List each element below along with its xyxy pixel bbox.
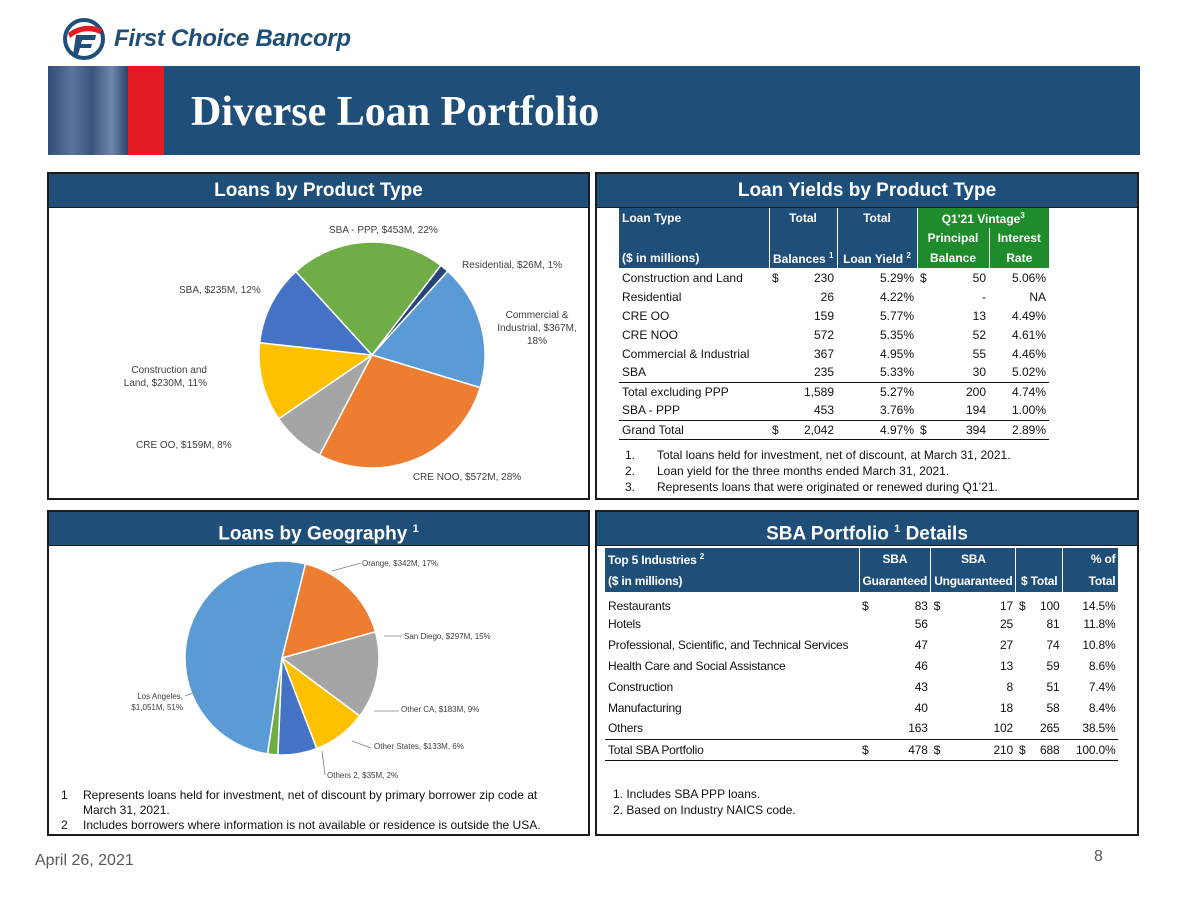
sba-title-text: SBA Portfolio — [766, 523, 889, 545]
hdr-total-2: Total — [837, 208, 917, 228]
sba-hdr-pct-2: Total — [1062, 570, 1118, 592]
sba-cell-guaranteed: 47 — [914, 637, 928, 652]
yields-note-text: Loan yield for the three months ended March 31, 2021. — [657, 464, 950, 478]
sba-cell-industry: Construction — [608, 679, 673, 694]
yields-cell-balance: 453 — [813, 403, 834, 418]
sba-cell-guaranteed: 56 — [914, 616, 928, 631]
yields-cell-currency — [769, 325, 785, 344]
geography-title-text: Loans by Geography — [218, 523, 408, 545]
sba-cell-currency: $ — [862, 598, 869, 613]
sba-cell-unguaranteed: 18 — [1000, 700, 1013, 715]
sba-cell-currency — [1016, 655, 1028, 676]
page-title: Diverse Loan Portfolio — [191, 89, 600, 135]
sba-cell-total: 81 — [1046, 616, 1060, 631]
yields-cell-balance: 230 — [813, 270, 834, 285]
sba-row — [605, 634, 1118, 655]
geo-note-1 — [61, 788, 541, 803]
sba-cell-currency — [931, 613, 945, 634]
yields-note — [625, 479, 1011, 495]
yields-cell-currency: $ — [772, 270, 779, 285]
yields-note-text: Represents loans that were originated or renewed during Q1’21. — [657, 480, 998, 494]
yields-cell-rate: 2.89% — [989, 420, 1049, 439]
yields-cell-type: Residential — [622, 289, 682, 304]
sba-title-sup: 1 — [894, 523, 901, 535]
yields-cell-type: Commercial & Industrial — [622, 346, 750, 361]
sba-cell-industry: Others — [608, 721, 643, 736]
hdr-balances-text: Balances — [773, 251, 826, 266]
yields-cell-currency — [769, 344, 785, 363]
yields-cell-currency — [769, 382, 785, 401]
hdr-blank-2 — [769, 228, 837, 248]
sba-cell-percent: 7.4% — [1088, 679, 1116, 694]
yields-row — [619, 420, 1049, 439]
sba-cell-currency — [931, 718, 945, 739]
pie-label-text: Los Angeles, — [137, 692, 183, 701]
yields-cell-currency — [769, 363, 785, 382]
hdr-blank-3 — [837, 228, 917, 248]
pie-label-text: SBA, $235M, 12% — [179, 285, 261, 296]
sba-hdr-unguaranteed: Unguaranteed — [931, 570, 1016, 592]
yields-row — [619, 401, 1049, 420]
product-type-panel — [47, 172, 590, 500]
yields-row — [619, 344, 1049, 363]
hdr-vintage — [917, 208, 1049, 228]
yields-cell-type: Grand Total — [619, 420, 769, 439]
yields-cell-principal: 55 — [972, 346, 986, 361]
sba-hdr-sba-2: SBA — [931, 548, 1016, 570]
sba-hdr-guaranteed: Guaranteed — [859, 570, 931, 592]
first-choice-logo-icon — [62, 17, 108, 61]
sba-cell-percent: 38.5% — [1082, 721, 1116, 736]
yields-cell-balance: 367 — [813, 346, 834, 361]
yields-note — [625, 447, 1011, 463]
yields-row — [619, 287, 1049, 306]
sba-cell-guaranteed: 43 — [914, 679, 928, 694]
yields-note-text: Total loans held for investment, net of discount, at March 31, 2021. — [657, 448, 1011, 462]
yields-cell-rate: 4.74% — [989, 382, 1049, 401]
sba-cell-currency: $ — [1018, 598, 1026, 613]
sba-cell-currency: $ — [1016, 739, 1028, 760]
sba-cell-industry: Restaurants — [608, 598, 671, 613]
yields-cell-rate: 1.00% — [1011, 403, 1046, 418]
geo-note-2-num: 2 — [61, 818, 68, 832]
sba-row — [605, 613, 1118, 634]
sba-hdr-sba-1: SBA — [859, 548, 931, 570]
yields-cell-principal: 30 — [972, 365, 986, 380]
sba-cell-currency — [931, 697, 945, 718]
sba-notes — [613, 786, 796, 818]
yields-cell-yield: 5.35% — [879, 327, 914, 342]
sba-cell-currency — [1016, 634, 1028, 655]
yields-cell-type: CRE OO — [622, 308, 670, 323]
yields-cell-yield: 4.95% — [879, 346, 914, 361]
sba-cell-currency — [859, 718, 873, 739]
yields-cell-principal: 200 — [931, 382, 989, 401]
sba-cell-industry: Manufacturing — [608, 700, 682, 715]
yields-cell-principal-currency — [917, 401, 931, 420]
yields-cell-principal: 394 — [931, 420, 989, 439]
sba-cell-guaranteed: 46 — [914, 658, 928, 673]
pie-label-text: $1,051M, 51% — [131, 703, 183, 712]
hdr-principal: Principal — [917, 228, 989, 248]
yields-cell-balance: 159 — [813, 308, 834, 323]
geo-note-1-text: Represents loans held for investment, net of discount by primary borrower zip code at — [83, 788, 538, 802]
sba-cell-percent: 8.6% — [1088, 658, 1116, 673]
pie-label-text: CRE NOO, $572M, 28% — [412, 472, 522, 483]
sba-cell-guaranteed: 40 — [914, 700, 928, 715]
sba-cell-percent: 8.4% — [1088, 700, 1116, 715]
yields-cell-type: Construction and Land — [622, 270, 743, 285]
pie-label — [352, 741, 464, 751]
yields-cell-rate: 4.61% — [1011, 327, 1046, 342]
sba-cell-unguaranteed: 8 — [1006, 679, 1013, 694]
sba-cell-unguaranteed: 102 — [993, 721, 1013, 736]
sba-row — [605, 655, 1118, 676]
yields-cell-balance: 572 — [813, 327, 834, 342]
yields-cell-yield: 4.97% — [837, 420, 917, 439]
sba-cell-total: 688 — [1028, 739, 1062, 760]
sba-hdr-in-millions: ($ in millions) — [605, 570, 859, 592]
sba-cell-currency: $ — [931, 739, 945, 760]
pie-label — [322, 751, 398, 780]
sba-cell-percent: 14.5% — [1082, 598, 1116, 613]
pie-label-text: Other CA, $183M, 9% — [401, 705, 480, 714]
sba-cell-currency — [931, 634, 945, 655]
yields-cell-balance: 235 — [813, 365, 834, 380]
geo-note-2 — [61, 818, 541, 833]
yields-cell-principal-currency — [917, 325, 931, 344]
sba-cell-industry: Hotels — [608, 616, 641, 631]
yields-cell-yield: 5.29% — [879, 270, 914, 285]
yields-cell-type: SBA - PPP — [622, 403, 681, 418]
leader-line — [322, 751, 325, 775]
sba-hdr-total: $ Total — [1016, 570, 1062, 592]
sba-title — [597, 512, 1137, 546]
sba-cell-currency — [859, 613, 873, 634]
sba-cell-industry: Health Care and Social Assistance — [608, 658, 786, 673]
pie-label-text: Commercial & — [505, 310, 569, 321]
pie-label — [497, 310, 577, 347]
yields-header-row-2 — [619, 228, 1049, 248]
pie-label-text: Orange, $342M, 17% — [362, 559, 439, 568]
pie-label-text: CRE OO, $159M, 8% — [136, 440, 232, 451]
pie-label — [374, 705, 479, 714]
yields-row — [619, 306, 1049, 325]
leader-line — [332, 563, 361, 571]
yields-row — [619, 268, 1049, 287]
yields-cell-yield: 5.77% — [879, 308, 914, 323]
brand-logo — [62, 16, 351, 62]
sba-cell-currency — [859, 655, 873, 676]
yields-cell-rate: NA — [1029, 289, 1046, 304]
geo-note-1-num: 1 — [61, 788, 68, 802]
sba-cell-percent: 10.8% — [1082, 637, 1116, 652]
yields-row — [619, 382, 1049, 401]
pie-label-text: Construction and — [131, 365, 207, 376]
sba-row — [605, 676, 1118, 697]
yields-cell-balance: 26 — [820, 289, 834, 304]
banner-photo — [48, 66, 128, 155]
hdr-loan-yield-text: Loan Yield — [843, 251, 904, 266]
sba-cell-industry: Professional, Scientific, and Technical Services — [608, 637, 849, 652]
yields-note-num: 3. — [625, 480, 636, 494]
pie-label-text: SBA - PPP, $453M, 22% — [329, 225, 438, 236]
sba-header-row-2 — [605, 570, 1118, 592]
sba-cell-unguaranteed: 25 — [1000, 616, 1013, 631]
loan-yields-notes — [625, 447, 1011, 495]
sba-cell-total: 74 — [1046, 637, 1060, 652]
product-type-pie-chart — [49, 208, 588, 498]
yields-cell-type: CRE NOO — [622, 327, 679, 342]
sba-cell-percent: 11.8% — [1083, 616, 1116, 631]
pie-label-text: Industrial, $367M, — [497, 323, 577, 334]
sba-cell-total: 51 — [1046, 679, 1060, 694]
yields-cell-principal: - — [982, 289, 986, 304]
sba-hdr-pct-1: % of — [1062, 548, 1118, 570]
title-banner — [48, 66, 1140, 155]
page-number: 8 — [1094, 848, 1103, 865]
sba-cell-currency — [1016, 676, 1028, 697]
sba-row — [605, 718, 1118, 739]
pie-label — [329, 225, 438, 236]
yields-cell-type: SBA — [622, 365, 647, 380]
pie-label — [179, 285, 261, 296]
hdr-blank — [619, 228, 769, 248]
yields-cell-principal: 52 — [972, 327, 986, 342]
yields-row — [619, 325, 1049, 344]
pie-label — [131, 691, 197, 712]
yields-cell-currency — [769, 401, 785, 420]
sba-cell-total: 58 — [1046, 700, 1060, 715]
yields-cell-rate: 5.02% — [1011, 365, 1046, 380]
yields-cell-rate: 4.46% — [1011, 346, 1046, 361]
sba-cell-guaranteed: 83 — [914, 598, 928, 613]
yields-cell-principal-currency — [917, 306, 931, 325]
sba-cell-guaranteed: 163 — [908, 721, 928, 736]
pie-label-text: Other States, $133M, 6% — [374, 742, 464, 751]
hdr-vintage-text: Q1'21 Vintage — [941, 211, 1021, 226]
sba-note: 2. Based on Industry NAICS code. — [613, 803, 796, 817]
sba-cell-unguaranteed: 17 — [1000, 598, 1013, 613]
hdr-loan-yield — [837, 248, 917, 268]
yields-row — [619, 363, 1049, 382]
yields-cell-principal-currency — [917, 344, 931, 363]
pie-label-text: Others 2, $35M, 2% — [327, 771, 399, 780]
yields-cell-principal-currency: $ — [920, 270, 927, 285]
sba-cell-unguaranteed: 210 — [945, 739, 1016, 760]
sba-cell-total: 59 — [1046, 658, 1060, 673]
sba-cell-percent: 100.0% — [1062, 739, 1118, 760]
leader-line — [352, 741, 371, 748]
sba-cell-currency — [931, 655, 945, 676]
hdr-loan-yield-sup: 2 — [906, 250, 911, 260]
sba-hdr-top5 — [605, 548, 859, 570]
yields-cell-currency — [769, 306, 785, 325]
geography-title-sup: 1 — [412, 523, 419, 535]
pie-label — [462, 260, 562, 271]
sba-header-row-1 — [605, 548, 1118, 570]
sba-cell-unguaranteed: 13 — [1000, 658, 1013, 673]
sba-cell-unguaranteed: 27 — [1000, 637, 1013, 652]
sba-note: 1. Includes SBA PPP loans. — [613, 787, 761, 801]
geography-panel — [47, 510, 590, 836]
sba-cell-currency — [931, 676, 945, 697]
sba-cell-currency — [1016, 718, 1028, 739]
yields-cell-principal: 13 — [972, 308, 986, 323]
yields-cell-principal-currency — [917, 382, 931, 401]
pie-label-text: San Diego, $297M, 15% — [404, 632, 491, 641]
pie-label — [332, 559, 438, 571]
yields-cell-balance: 1,589 — [785, 382, 837, 401]
sba-cell-currency: $ — [859, 739, 873, 760]
loan-yields-panel — [595, 172, 1139, 500]
hdr-in-millions: ($ in millions) — [619, 248, 769, 268]
hdr-interest: Interest — [989, 228, 1049, 248]
loan-yields-title: Loan Yields by Product Type — [597, 174, 1137, 208]
yields-cell-rate: 5.06% — [1011, 270, 1046, 285]
pie-label-text: Residential, $26M, 1% — [462, 260, 563, 271]
pie-label — [384, 632, 491, 641]
yields-note-num: 2. — [625, 464, 636, 478]
geography-pie-chart — [49, 546, 588, 784]
sba-cell-currency — [1016, 697, 1028, 718]
sba-cell-total: 100 — [1040, 598, 1060, 613]
yields-cell-currency: $ — [769, 420, 785, 439]
geo-note-1-text2: March 31, 2021. — [83, 803, 170, 817]
yields-cell-principal-currency — [917, 287, 931, 306]
geography-title — [49, 512, 588, 546]
yields-cell-principal-currency: $ — [917, 420, 931, 439]
sba-title-suffix: Details — [905, 523, 968, 545]
yields-cell-yield: 3.76% — [879, 403, 914, 418]
sba-hdr-blank — [1016, 548, 1062, 570]
yields-note — [625, 463, 1011, 479]
hdr-total-1: Total — [769, 208, 837, 228]
sba-cell-industry: Total SBA Portfolio — [605, 739, 859, 760]
hdr-balances-sup: 1 — [829, 250, 834, 260]
hdr-rate: Rate — [989, 248, 1049, 268]
slide-date: April 26, 2021 — [35, 852, 134, 869]
pie-label-text: 18% — [526, 336, 548, 347]
sba-cell-currency — [859, 697, 873, 718]
yields-header-row-1 — [619, 208, 1049, 228]
yields-cell-yield: 5.27% — [837, 382, 917, 401]
yields-cell-yield: 5.33% — [879, 365, 914, 380]
sba-cell-guaranteed: 478 — [873, 739, 931, 760]
sba-cell-currency — [859, 676, 873, 697]
pie-label — [124, 365, 207, 389]
sba-cell-currency — [859, 634, 873, 655]
sba-hdr-top5-text: Top 5 Industries — [608, 552, 697, 567]
yields-cell-yield: 4.22% — [879, 289, 914, 304]
brand-name: First Choice Bancorp — [114, 25, 351, 52]
pie-label — [136, 440, 232, 451]
yields-cell-principal: 50 — [972, 270, 986, 285]
sba-row — [605, 697, 1118, 718]
sba-cell-currency — [1016, 613, 1028, 634]
banner-red-stripe — [128, 66, 164, 155]
pie-label — [413, 472, 521, 483]
product-type-title: Loans by Product Type — [49, 174, 588, 208]
sba-cell-total: 265 — [1040, 721, 1060, 736]
pie-label-text: Land, $230M, 11% — [123, 378, 207, 389]
yields-cell-rate: 4.49% — [1011, 308, 1046, 323]
sba-row — [605, 739, 1118, 760]
yields-cell-balance: 2,042 — [785, 420, 837, 439]
yields-header-row-3 — [619, 248, 1049, 268]
sba-cell-currency: $ — [933, 598, 941, 613]
sba-row — [605, 592, 1118, 613]
sba-hdr-top5-sup: 2 — [699, 551, 704, 561]
hdr-balances — [769, 248, 837, 268]
sba-panel — [595, 510, 1139, 836]
yields-cell-type: Total excluding PPP — [619, 382, 769, 401]
sba-table — [605, 548, 1118, 761]
geo-note-2-text: Includes borrowers where information is not available or residence is outside the USA. — [83, 818, 541, 832]
yields-cell-currency — [769, 287, 785, 306]
loan-yields-table — [619, 208, 1049, 440]
yields-cell-principal-currency — [917, 363, 931, 382]
geography-notes — [61, 788, 541, 833]
hdr-balance: Balance — [917, 248, 989, 268]
hdr-loan-type: Loan Type — [619, 208, 769, 228]
yields-note-num: 1. — [625, 448, 636, 462]
yields-cell-principal: 194 — [965, 403, 986, 418]
hdr-vintage-sup: 3 — [1020, 210, 1025, 220]
geo-note-1b — [61, 803, 541, 818]
